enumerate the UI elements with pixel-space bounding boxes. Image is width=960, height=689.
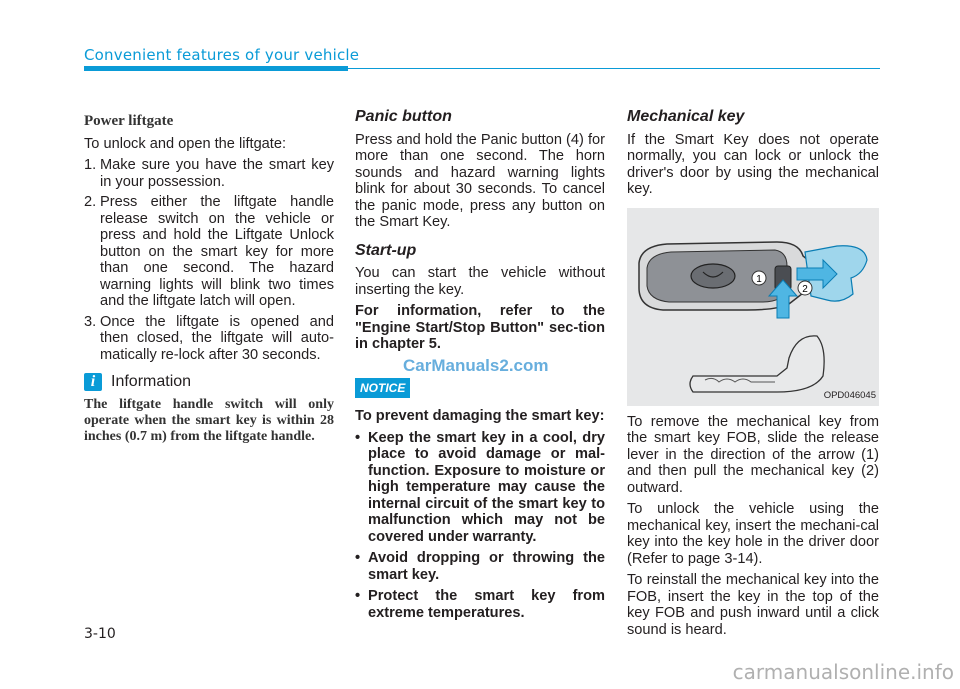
step-number: 3. <box>84 313 97 330</box>
step-number: 1. <box>84 157 97 173</box>
start-up-reference: For information, refer to the "Engine Start/Stop Button" sec-tion in chapter 5. <box>355 303 605 352</box>
mechanical-key-illustration <box>627 208 879 406</box>
information-text: The liftgate handle switch will only operate when the smart key is within 28 inches (0.7 m) from the liftgate handle. <box>84 397 334 444</box>
page-number: 3-10 <box>84 626 116 642</box>
mechanical-key <box>690 335 824 391</box>
panic-button-text: Press and hold the Panic button (4) for more than one second. The horn sounds and hazard warning lights blink for about 30 seconds. To cancel the panic mode, press any button on the Smart Key. <box>355 131 605 230</box>
notice-bullets <box>355 430 605 622</box>
panic-button-heading: Panic button <box>355 108 452 125</box>
bullet-dot: • <box>355 588 361 604</box>
header-rule-thin <box>348 68 880 69</box>
bullet-text: Protect the smart key from extreme temperatures. <box>368 588 605 621</box>
callout-1: 1 <box>756 273 762 285</box>
bullet-text: Avoid dropping or throwing the smart key. <box>368 550 605 583</box>
mechanical-key-para-1: To remove the mechanical key from the smart key FOB, slide the release lever in the direction of the arrow (1) and then pull the mechanical key (2) outward. <box>627 413 879 496</box>
column-middle <box>355 108 605 626</box>
step-number: 2. <box>84 194 97 210</box>
bullet-text: Keep the smart key in a cool, dry place to avoid damage or mal-function. Exposure to moisture or high temperature may cause the internal circuit of the smart key to malfunction which may not be covered under warranty. <box>368 429 605 545</box>
footer-watermark: carmanualsonline.info <box>732 660 954 684</box>
mechanical-key-intro: If the Smart Key does not operate normally, you can lock or unlock the driver's door by using the mechanical key. <box>627 131 879 197</box>
notice-bullet <box>355 430 605 546</box>
liftgate-step <box>84 314 334 364</box>
start-up-heading: Start-up <box>355 241 417 259</box>
notice-bullet <box>355 588 605 621</box>
smart-key-drawing <box>627 208 879 406</box>
notice-badge: NOTICE <box>355 378 410 399</box>
step-text: Press either the liftgate handle release switch on the vehicle or press and hold the Liftgate Unlock button on the smart key for more than one second. The hazard warning lights will blink two times and the liftgate latch will open. <box>100 194 334 309</box>
notice-bullet <box>355 550 605 583</box>
header-rule-thick <box>84 66 348 71</box>
callout-2: 2 <box>802 283 808 295</box>
liftgate-step <box>84 194 334 310</box>
step-text: Make sure you have the smart key in your possession. <box>100 157 334 190</box>
liftgate-step <box>84 157 334 190</box>
section-header-title: Convenient features of your vehicle <box>84 46 360 64</box>
column-left <box>84 108 334 445</box>
liftgate-steps <box>84 157 334 363</box>
notice-intro: To prevent damaging the smart key: <box>355 408 605 424</box>
carmanuals-watermark: CarManuals2.com <box>403 355 549 375</box>
information-title: Information <box>111 372 192 390</box>
liftgate-intro: To unlock and open the liftgate: <box>84 135 287 152</box>
power-liftgate-heading: Power liftgate <box>84 113 174 129</box>
mechanical-key-para-3: To reinstall the mechanical key into the FOB, insert the key in the top of the key FOB and push inward until a click sound is heard. <box>627 572 879 638</box>
start-up-text: You can start the vehicle without inserting the key. <box>355 265 605 298</box>
figure-code: OPD046045 <box>823 390 876 401</box>
step-text: Once the liftgate is opened and then closed, the liftgate will auto-matically re-lock after 30 seconds. <box>100 313 334 363</box>
bullet-dot: • <box>355 550 361 566</box>
mechanical-key-heading: Mechanical key <box>627 108 745 125</box>
information-icon: i <box>84 373 102 391</box>
bullet-dot: • <box>355 429 361 446</box>
information-header <box>84 373 334 391</box>
mechanical-key-para-2: To unlock the vehicle using the mechanical key, insert the mechani-cal key into the key hole in the driver door (Refer to page 3-14). <box>627 501 879 567</box>
hyundai-logo-icon <box>691 264 735 288</box>
column-right <box>627 108 879 643</box>
